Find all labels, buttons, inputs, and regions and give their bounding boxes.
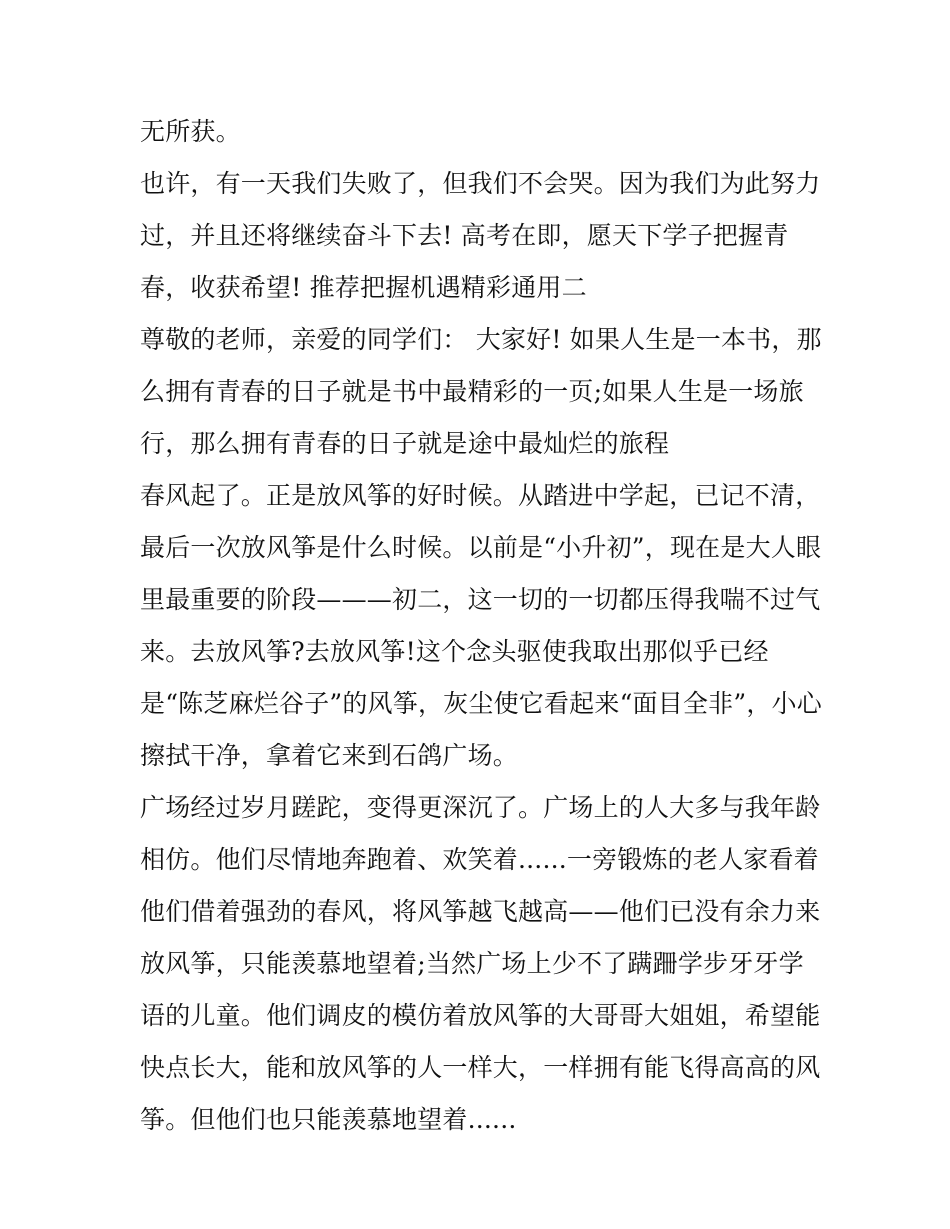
text-line: 放风筝，只能羡慕地望着;当然广场上少不了蹒跚学步牙牙学 (140, 949, 804, 978)
text-line: 筝。但他们也只能羡慕地望着...... (140, 1105, 517, 1134)
text-line: 快点长大，能和放风筝的人一样大，一样拥有能飞得高高的风 (140, 1053, 821, 1082)
text-line: 最后一次放风筝是什么时候。以前是“小升初”，现在是大人眼 (140, 533, 822, 562)
text-line: 也许，有一天我们失败了，但我们不会哭。因为我们为此努力 (140, 169, 821, 198)
text-line: 是“陈芝麻烂谷子”的风筝，灰尘使它看起来“面目全非”，小心 (140, 689, 822, 718)
body-text (140, 106, 830, 1146)
text-line: 行，那么拥有青春的日子就是途中最灿烂的旅程 (140, 429, 670, 458)
text-line: 无所获。 (140, 117, 241, 146)
text-line: 春，收获希望! 推荐把握机遇精彩通用二 (140, 273, 587, 302)
text-line: 语的儿童。他们调皮的模仿着放风筝的大哥哥大姐姐，希望能 (140, 1001, 821, 1030)
text-line: 相仿。他们尽情地奔跑着、欢笑着......一旁锻炼的老人家看着 (140, 845, 819, 874)
text-line: 来。去放风筝?去放风筝!这个念头驱使我取出那似乎已经 (140, 637, 769, 666)
text-line: 广场经过岁月蹉跎，变得更深沉了。广场上的人大多与我年龄 (140, 793, 821, 822)
text-line: 春风起了。正是放风筝的好时候。从踏进中学起，已记不清， (140, 481, 821, 510)
text-line: 么拥有青春的日子就是书中最精彩的一页;如果人生是一场旅 (140, 377, 804, 406)
text-line: 过，并且还将继续奋斗下去! 高考在即，愿天下学子把握青 (140, 221, 789, 250)
text-line: 擦拭干净，拿着它来到石鸽广场。 (140, 741, 519, 770)
text-line: 他们借着强劲的春风，将风筝越飞越高——他们已没有余力来 (140, 897, 821, 926)
text-line: 尊敬的老师，亲爱的同学们： 大家好! 如果人生是一本书，那 (140, 325, 822, 354)
text-line: 里最重要的阶段———初二，这一切的一切都压得我喘不过气 (140, 585, 821, 614)
